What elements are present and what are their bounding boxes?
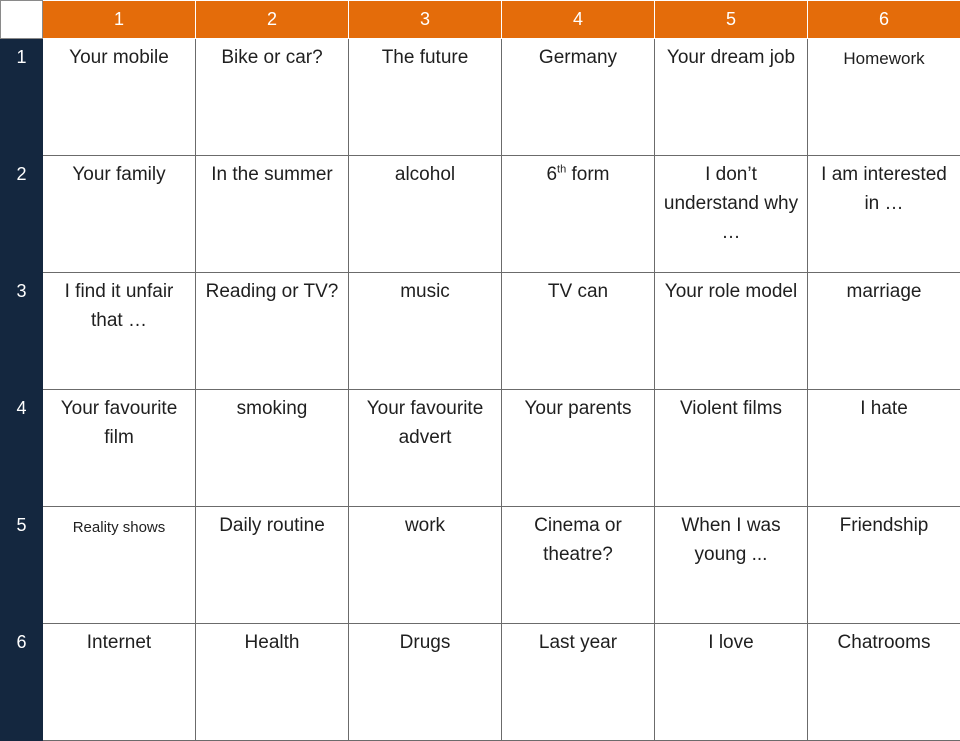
sixth-form-suffix: th — [557, 164, 566, 176]
cell-text: Last year — [502, 624, 654, 657]
cell-text: The future — [349, 39, 501, 72]
cell-text: Your dream job — [655, 39, 807, 72]
cell-text: I love — [655, 624, 807, 657]
row-label-5: 5 — [1, 507, 43, 624]
table-cell — [349, 39, 502, 156]
table-cell — [43, 624, 196, 741]
row-label-2: 2 — [1, 156, 43, 273]
cell-text: In the summer — [196, 156, 348, 189]
column-header-2: 2 — [196, 1, 349, 39]
table-cell — [43, 156, 196, 273]
table-cell — [196, 39, 349, 156]
sixth-form-word: form — [566, 164, 609, 185]
table-row — [1, 624, 960, 741]
table-cell — [655, 390, 808, 507]
table-cell — [43, 273, 196, 390]
table-cell — [655, 273, 808, 390]
table-cell — [196, 156, 349, 273]
cell-text: marriage — [808, 273, 960, 306]
cell-text: Your family — [43, 156, 195, 189]
cell-text: Internet — [43, 624, 195, 657]
header-row — [1, 1, 960, 39]
table-cell — [43, 39, 196, 156]
cell-text: Your favourite film — [43, 390, 195, 452]
table-cell — [502, 624, 655, 741]
table-cell — [502, 273, 655, 390]
table-row — [1, 273, 960, 390]
cell-text: Health — [196, 624, 348, 657]
cell-text: I hate — [808, 390, 960, 423]
table-cell — [655, 39, 808, 156]
cell-text: Germany — [502, 39, 654, 72]
cell-text: Daily routine — [196, 507, 348, 540]
cell-text-sixth-form — [502, 156, 654, 189]
cell-text: Your mobile — [43, 39, 195, 72]
table-cell — [196, 390, 349, 507]
column-header-1: 1 — [43, 1, 196, 39]
table-cell — [808, 273, 960, 390]
cell-text: Drugs — [349, 624, 501, 657]
cell-text: alcohol — [349, 156, 501, 189]
table-cell — [655, 507, 808, 624]
table-cell — [808, 390, 960, 507]
table-cell — [196, 624, 349, 741]
table-cell — [502, 390, 655, 507]
table-row — [1, 507, 960, 624]
table-cell — [502, 156, 655, 273]
cell-text: Friendship — [808, 507, 960, 540]
table-cell — [349, 390, 502, 507]
table-cell — [808, 39, 960, 156]
table-row — [1, 390, 960, 507]
row-label-3: 3 — [1, 273, 43, 390]
cell-text: work — [349, 507, 501, 540]
row-label-1: 1 — [1, 39, 43, 156]
column-header-4: 4 — [502, 1, 655, 39]
column-header-3: 3 — [349, 1, 502, 39]
cell-text: Chatrooms — [808, 624, 960, 657]
table-cell — [349, 273, 502, 390]
cell-text: I find it unfair that … — [43, 273, 195, 335]
cell-text: Your parents — [502, 390, 654, 423]
cell-text: Reality shows — [43, 507, 195, 542]
cell-text: Your favourite advert — [349, 390, 501, 452]
cell-text: I am interested in … — [808, 156, 960, 218]
cell-text: Homework — [808, 39, 960, 73]
table-cell — [655, 624, 808, 741]
row-label-4: 4 — [1, 390, 43, 507]
cell-text: I don’t understand why … — [655, 156, 807, 247]
table-cell — [349, 156, 502, 273]
sixth-form-number: 6 — [546, 164, 557, 185]
cell-text: TV can — [502, 273, 654, 306]
cell-text: When I was young ... — [655, 507, 807, 569]
cell-text: Cinema or theatre? — [502, 507, 654, 569]
cell-text: Your role model — [655, 273, 807, 306]
column-header-6: 6 — [808, 1, 960, 39]
row-label-6: 6 — [1, 624, 43, 741]
cell-text: smoking — [196, 390, 348, 423]
table-cell — [808, 507, 960, 624]
table-cell — [43, 390, 196, 507]
table-cell — [43, 507, 196, 624]
cell-text: music — [349, 273, 501, 306]
cell-text: Bike or car? — [196, 39, 348, 72]
table-cell — [502, 507, 655, 624]
cell-text: Violent films — [655, 390, 807, 423]
table-cell — [502, 39, 655, 156]
cell-text: Reading or TV? — [196, 273, 348, 306]
table-cell — [349, 507, 502, 624]
table-cell — [196, 507, 349, 624]
table-cell — [196, 273, 349, 390]
table-cell — [808, 156, 960, 273]
table-row — [1, 156, 960, 273]
table-cell — [808, 624, 960, 741]
table-cell — [655, 156, 808, 273]
table-row — [1, 39, 960, 156]
table-cell — [349, 624, 502, 741]
column-header-5: 5 — [655, 1, 808, 39]
corner-cell — [1, 1, 43, 39]
